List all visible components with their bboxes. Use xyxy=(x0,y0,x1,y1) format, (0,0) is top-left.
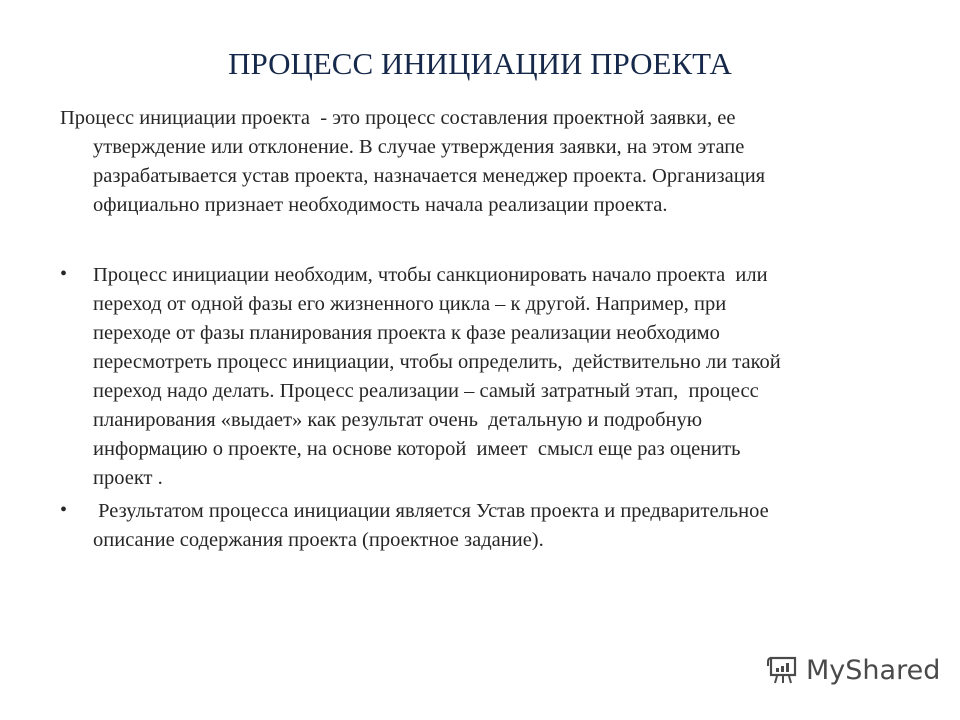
bullet-line: описание содержания проекта (проектное задание). xyxy=(93,529,544,551)
paragraph-line: утверждение или отклонение. В случае утверждения заявки, на этом этапе xyxy=(93,136,745,158)
bullet-line: переход надо делать. Процесс реализации – самый затратный этап, процесс xyxy=(93,380,759,402)
paragraph-line: официально признает необходимость начала реализации проекта. xyxy=(93,194,668,216)
myshared-watermark xyxy=(766,654,940,686)
bullet-line: переход от одной фазы его жизненного цикла – к другой. Например, при xyxy=(93,293,727,315)
bullet-marker: • xyxy=(60,263,68,285)
bullet-line: Процесс инициации необходим, чтобы санкционировать начало проекта или xyxy=(93,264,768,286)
bullet-line: проект . xyxy=(93,467,163,489)
watermark-text: MyShared xyxy=(806,654,941,686)
bullet-marker: • xyxy=(60,499,68,521)
bullet-line: информацию о проекте, на основе которой имеет смысл еще раз оценить xyxy=(93,438,741,460)
bullet-line: пересмотреть процесс инициации, чтобы определить, действительно ли такой xyxy=(93,351,781,373)
presentation-board-icon xyxy=(766,654,800,686)
paragraph-line: разрабатывается устав проекта, назначается менеджер проекта. Организация xyxy=(93,165,766,187)
bullet-line: Результатом процесса инициации является Устав проекта и предварительное xyxy=(93,500,769,522)
bullet-line: планирования «выдает» как результат очень детальную и подробную xyxy=(93,409,703,431)
bullet-line: переходе от фазы планирования проекта к фазе реализации необходимо xyxy=(93,322,720,344)
slide-title: ПРОЦЕСС ИНИЦИАЦИИ ПРОЕКТА xyxy=(228,46,732,81)
paragraph-line: Процесс инициации проекта - это процесс составления проектной заявки, ее xyxy=(60,107,736,129)
